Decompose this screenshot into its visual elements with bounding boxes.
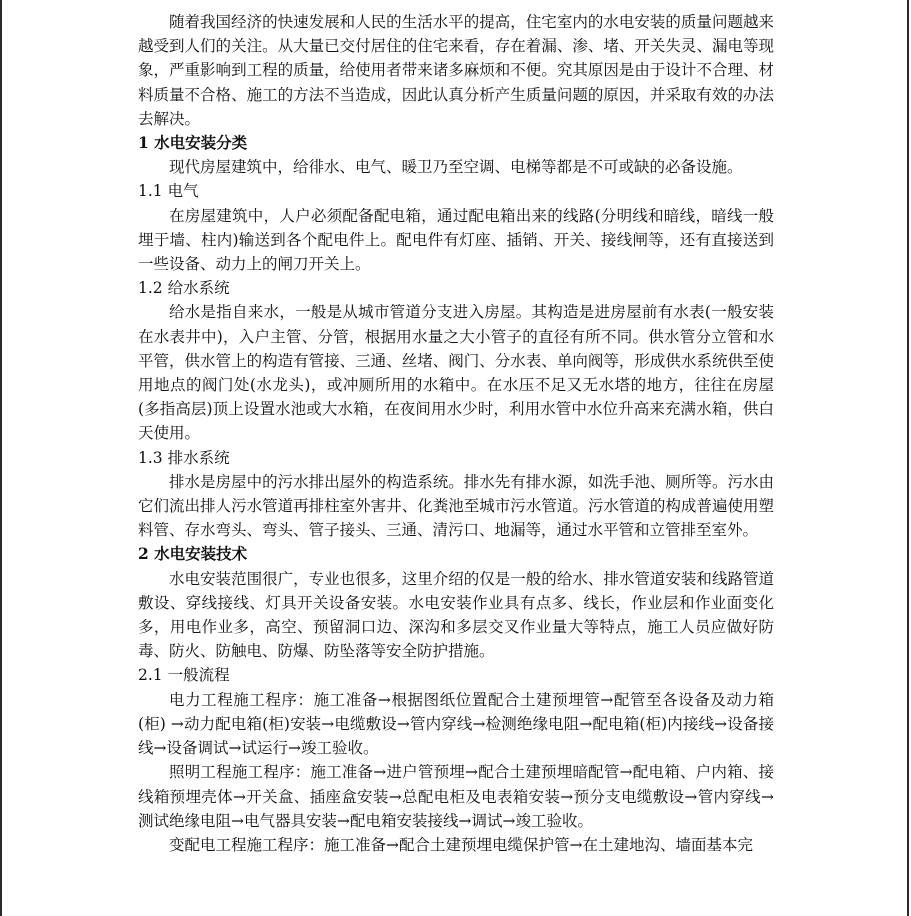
section-2-heading: 2 水电安装技术 <box>138 544 248 564</box>
power-procedure-paragraph: 电力工程施工程序：施工准备→根据图纸位置配合土建预埋管→配管至各设备及动力箱(柜) →动力配电箱(柜)安装→电缆敷设→管内穿线→检测绝缘电阻→配电箱(柜)内接线→设备接线→设备调试→试运行→竣工验收。 <box>138 690 774 758</box>
section-1-2-paragraph: 给水是指自来水，一般是从城市管道分支进入房屋。其构造是进房屋前有水表(一般安装在水表井中)，入户主管、分管，根据用水量之大小管子的直径有所不同。供水管分立管和水平管，供水管上的构造有管接、三通、丝堵、阀门、分水表、单向阀等，形成供水系统供至使用地点的阀门处(水龙头)，或冲厕所用的水箱中。在水压不足又无水塔的地方，往往在房屋(多指高层)顶上设置水池或大水箱，在夜间用水少时，利用水管中水位升高来充满水箱，供白天使用。 <box>138 303 774 443</box>
substation-procedure-paragraph: 变配电工程施工程序：施工准备→配合土建预埋电缆保护管→在土建地沟、墙面基本完 <box>169 835 753 854</box>
section-1-3-heading: 1.3 排水系统 <box>138 448 230 467</box>
page-border-right <box>907 0 909 916</box>
section-1-1-heading: 1.1 电气 <box>138 182 199 201</box>
section-2-1-heading: 2.1 一般流程 <box>138 666 230 685</box>
intro-paragraph: 随着我国经济的快速发展和人民的生活水平的提高，住宅室内的水电安装的质量问题越来越受到人们的关注。从大量已交付居住的住宅来看，存在着漏、渗、堵、开关失灵、漏电等现象，严重影响到工程的质量，给使用者带来诸多麻烦和不便。究其原因是由于设计不合理、材料质量不合格、施工的方法不当造成，因此认真分析产生质量问题的原因，并采取有效的办法去解决。 <box>138 13 774 128</box>
section-1-paragraph: 现代房屋建筑中，给徘水、电气、暖卫乃至空调、电梯等都是不可或缺的必备设施。 <box>169 158 743 177</box>
section-2-paragraph: 水电安装范围很广，专业也很多，这里介绍的仅是一般的给水、排水管道安装和线路管道敷设、穿线接线、灯具开关设备安装。水电安装作业具有点多、线长，作业层和作业面变化多，用电作业多，高空、预留洞口边、深沟和多层交叉作业量大等特点，施工人员应做好防毒、防火、防触电、防爆、防坠落等安全防护措施。 <box>138 569 774 661</box>
section-1-1-paragraph: 在房屋建筑中，人户必须配备配电箱，通过配电箱出来的线路(分明线和暗线，暗线一般埋于墙、柱内)输送到各个配电件上。配电件有灯座、插销、开关、接线闸等，还有直接送到一些设备、动力上的闸刀开关上。 <box>138 206 774 274</box>
document-body <box>138 10 774 857</box>
section-1-heading: 1 水电安装分类 <box>138 133 248 153</box>
section-1-3-paragraph: 排水是房屋中的污水排出屋外的构造系统。排水先有排水源，如洗手池、厕所等。污水由它们流出排人污水管道再排柱室外害井、化粪池至城市污水管道。污水管道的构成普遍使用塑料管、存水弯头、弯头、管子接头、三通、清污口、地漏等，通过水平管和立管排至室外。 <box>138 472 774 540</box>
lighting-procedure-paragraph: 照明工程施工程序：施工准备→进户管预埋→配合土建预埋暗配管→配电箱、户内箱、接线箱预埋壳体→开关盒、插座盒安装→总配电柜及电表箱安装→预分支电缆敷设→管内穿线→测试绝缘电阻→电气器具安装→配电箱安装接线→调试→竣工验收。 <box>138 763 774 830</box>
section-1-2-heading: 1.2 给水系统 <box>138 279 230 298</box>
page-border-left <box>0 0 2 916</box>
